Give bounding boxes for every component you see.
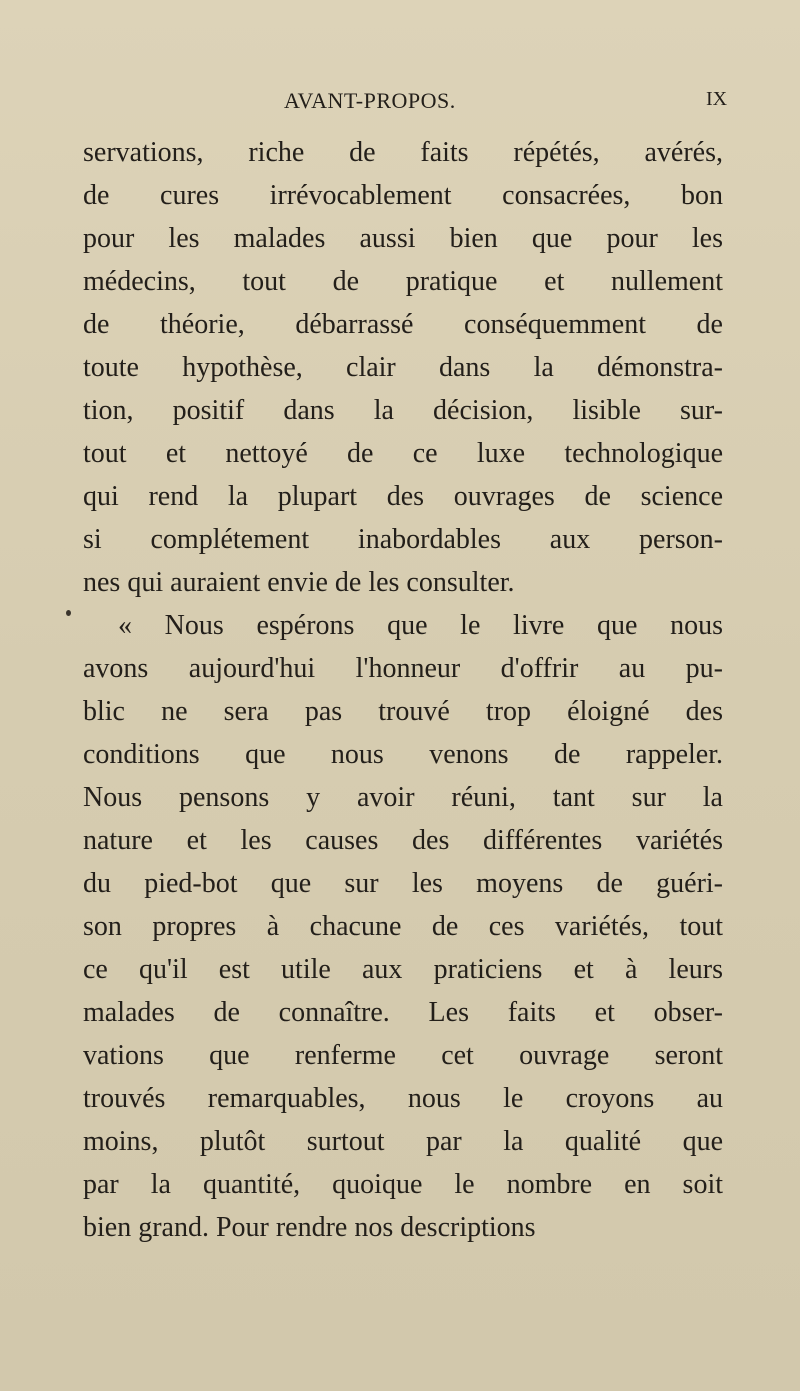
text-line: par la quantité, quoique le nombre en soit <box>83 1169 723 1200</box>
text-line: avons aujourd'hui l'honneur d'offrir au pu- <box>83 653 723 684</box>
text-line: de théorie, débarrassé conséquemment de <box>83 309 723 340</box>
text-line: du pied-bot que sur les moyens de guéri- <box>83 868 723 899</box>
text-line: tion, positif dans la décision, lisible sur- <box>83 395 723 426</box>
text-line: médecins, tout de pratique et nullement <box>83 266 723 297</box>
page-number: IX <box>706 88 728 110</box>
text-line: Nous pensons y avoir réuni, tant sur la <box>83 782 723 813</box>
body-text <box>83 131 723 1249</box>
text-line: nes qui auraient envie de les consulter. <box>83 567 515 598</box>
text-line: son propres à chacune de ces variétés, tout <box>83 911 723 942</box>
text-line: moins, plutôt surtout par la qualité que <box>83 1126 723 1157</box>
text-line: trouvés remarquables, nous le croyons au <box>83 1083 723 1114</box>
text-line: servations, riche de faits répétés, avérés, <box>83 137 723 168</box>
text-line: bien grand. Pour rendre nos descriptions <box>83 1212 536 1243</box>
text-line: conditions que nous venons de rappeler. <box>83 739 723 770</box>
text-line: malades de connaître. Les faits et obser- <box>83 997 723 1028</box>
text-line: tout et nettoyé de ce luxe technologique <box>83 438 723 469</box>
text-line: toute hypothèse, clair dans la démonstra- <box>83 352 723 383</box>
text-line: ce qu'il est utile aux praticiens et à leurs <box>83 954 723 985</box>
running-head <box>0 88 800 118</box>
text-line: si complétement inabordables aux person- <box>83 524 723 555</box>
text-line: blic ne sera pas trouvé trop éloigné des <box>83 696 723 727</box>
ink-speck <box>66 610 71 616</box>
text-line: pour les malades aussi bien que pour les <box>83 223 723 254</box>
text-line: « Nous espérons que le livre que nous <box>118 610 723 641</box>
text-line: nature et les causes des différentes variétés <box>83 825 723 856</box>
text-line: vations que renferme cet ouvrage seront <box>83 1040 723 1071</box>
running-head-title: AVANT-PROPOS. <box>284 88 456 113</box>
text-line: qui rend la plupart des ouvrages de science <box>83 481 723 512</box>
text-line: de cures irrévocablement consacrées, bon <box>83 180 723 211</box>
